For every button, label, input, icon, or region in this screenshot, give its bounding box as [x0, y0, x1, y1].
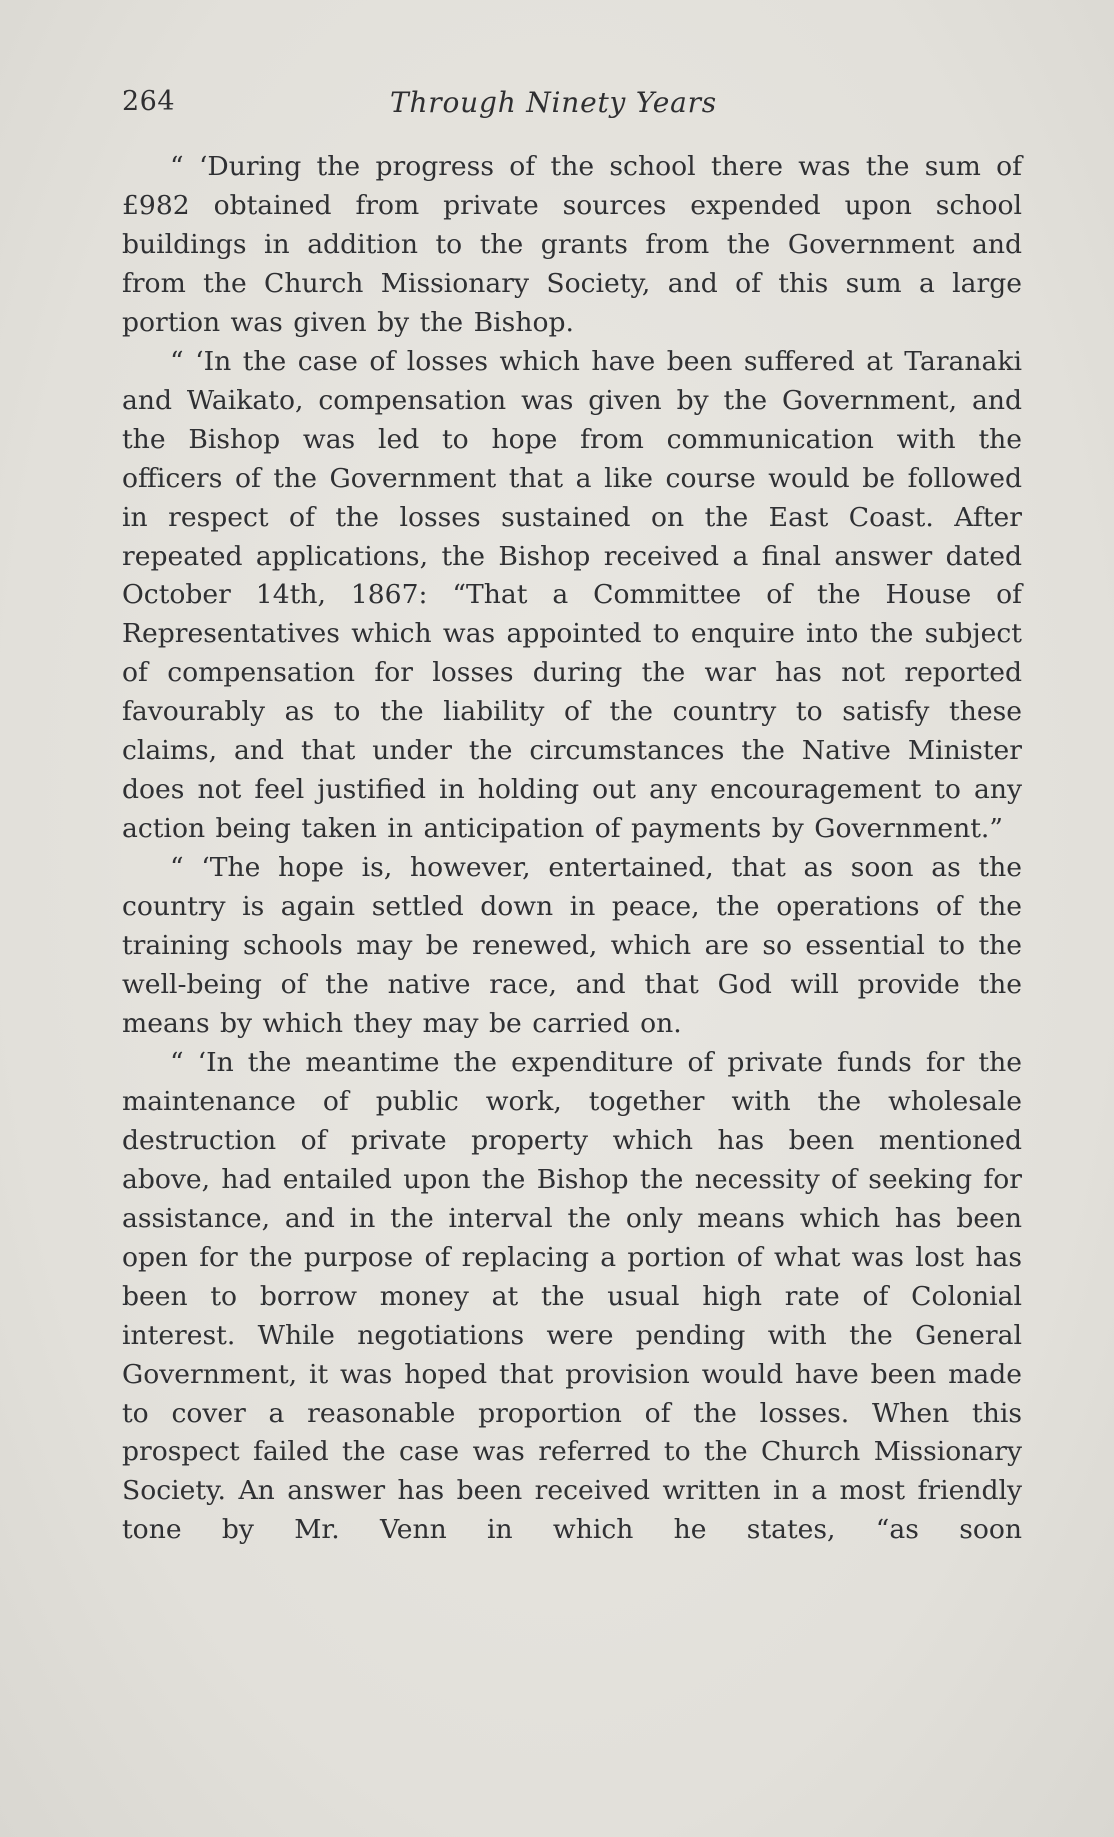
page-number: 264 — [122, 86, 176, 117]
paragraph-school-expenditure: “ ‘During the progress of the school there was the sum of £982 obtained from private sources expended upon school buildings in addition to the grants from the Government and from the Church Missionary Society, and of this sum a large portion was given by the Bishop. — [122, 151, 1022, 338]
body-text — [122, 148, 1022, 1550]
paragraph-private-funds: “ ‘In the meantime the expenditure of private funds for the maintenance of public work, together with the wholesale destruction of private property which has been mentioned above, had entailed upon the Bishop the necessity of seeking for assistance, and in the interval the only means which has been open for the purpose of replacing a portion of what was lost has been to borrow money at the usual high rate of Colonial interest. While negotiations were pending with the General Government, it was hoped that provision would have been made to cover a reasonable proportion of the losses. When this prospect failed the case was referred to the Church Missionary Society. An answer has been received written in a most friendly tone by Mr. Venn in which he states, “as soon — [122, 1046, 1022, 1546]
page-header — [122, 86, 1022, 126]
paragraph-compensation-losses: “ ‘In the case of losses which have been suffered at Taranaki and Waikato, compensation was given by the Government, and the Bishop was led to hope from communication with the officers of the Government that a like course would be followed in respect of the losses sustained on the East Coast. After repeated applications, the Bishop received a final answer dated October 14th, 1867: “That a Committee of the House of Representatives which was appointed to enquire into the subject of compensation for losses during the war has not reported favourably as to the liability of the country to satisfy these claims, and that under the circumstances the Native Minister does not feel justified in holding out any encouragement to any action being taken in anticipation of payments by Government.” — [122, 345, 1022, 845]
running-title: Through Ninety Years — [390, 86, 717, 119]
paragraph-training-schools-hope: “ ‘The hope is, however, entertained, that as soon as the country is again settled down in peace, the operations of the training schools may be renewed, which are so essential to the well-being of the native race, and that God will provide the means by which they may be carried on. — [122, 852, 1022, 1039]
